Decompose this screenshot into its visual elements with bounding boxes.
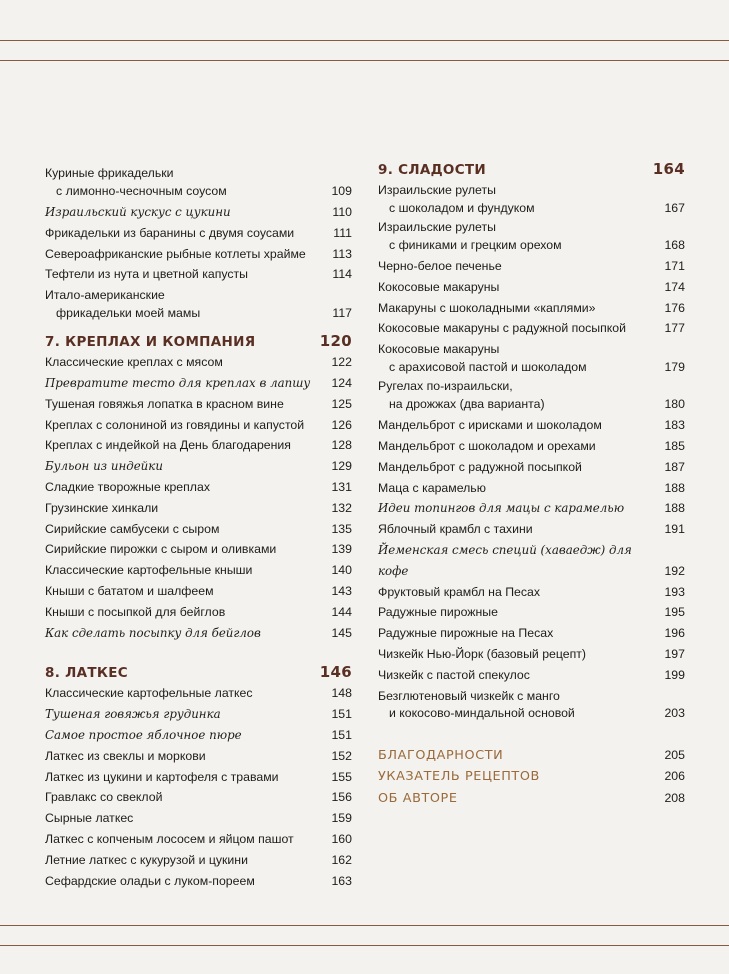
- toc-entry-title: [45, 683, 331, 704]
- toc-entry-line-1: Фрикадельки из баранины с двумя соусами: [45, 225, 295, 240]
- toc-entry-page: 159: [331, 811, 352, 826]
- toc-entry-page: 167: [664, 200, 685, 215]
- toc-entry-page: 111: [333, 225, 352, 240]
- toc-entry-page: 128: [331, 438, 352, 453]
- toc-entry-page: 110: [332, 205, 352, 219]
- toc-entry[interactable]: [45, 602, 352, 623]
- toc-entry-page: 187: [664, 459, 685, 474]
- toc-entry-line-1: Кокосовые макаруны: [378, 342, 500, 357]
- toc-entry-line-2: с арахисовой пастой и шоколадом: [389, 359, 587, 374]
- toc-entry-title: [378, 436, 664, 457]
- bottom-rule-1: [0, 925, 729, 926]
- toc-entry-title: [45, 704, 331, 725]
- back-matter-entry[interactable]: [378, 766, 685, 788]
- toc-entry-title: [378, 256, 664, 277]
- section-7-page: 120: [319, 332, 352, 351]
- toc-entry-page: 145: [331, 625, 352, 640]
- toc-entry-line-1: Ругелах по-израильски,: [378, 379, 513, 394]
- toc-entry[interactable]: [378, 623, 685, 644]
- toc-entry-page: 180: [664, 396, 685, 411]
- toc-entry-title: [378, 540, 664, 582]
- toc-entry-line-1: Израильские рулеты: [378, 183, 496, 197]
- toc-entry-title: [45, 287, 332, 322]
- toc-entry-title: [45, 581, 331, 602]
- toc-entry-line-1: Кныши с посыпкой для бейглов: [45, 604, 226, 619]
- toc-entry-line-1: Креплах с солониной из говядины и капустой: [45, 417, 305, 432]
- toc-entry-line-1: Латкес с копченым лососем и яйцом пашот: [45, 831, 294, 846]
- toc-entry-line-1: Тушеная говяжья лопатка в красном вине: [45, 396, 284, 411]
- toc-entry-page: 197: [664, 646, 685, 661]
- toc-entry-title: [378, 378, 664, 413]
- toc-entry-line-1: Радужные пирожные: [378, 605, 498, 620]
- toc-entry-line-1: Сирийские пирожки с сыром и оливками: [45, 542, 277, 557]
- toc-entry-line-1: Гравлакс со свеклой: [45, 790, 163, 805]
- toc-entry-page: 193: [664, 584, 685, 599]
- section-9-title: 9. СЛАДОСТИ: [378, 162, 487, 178]
- toc-entry-page: 122: [331, 355, 352, 370]
- toc-entry-line-1: Маца с карамелью: [378, 480, 486, 495]
- toc-entry-title: [45, 202, 332, 223]
- toc-entry-page: 203: [664, 706, 685, 721]
- toc-entry[interactable]: [45, 456, 352, 477]
- toc-entry-page: 171: [664, 259, 685, 273]
- toc-entry-line-1: Классические картофельные кныши: [45, 563, 253, 578]
- toc-entry-line-1: Итало-американские: [45, 288, 165, 303]
- toc-entry-line-1: Сырные латкес: [45, 811, 134, 826]
- toc-entry-title: [378, 219, 664, 254]
- toc-entry[interactable]: [45, 539, 352, 560]
- toc-entry-page: 151: [331, 707, 352, 722]
- toc-entry-title: [45, 519, 331, 540]
- toc-entry[interactable]: [45, 498, 352, 519]
- toc-entry[interactable]: [45, 850, 352, 871]
- toc-entry[interactable]: [45, 352, 352, 373]
- toc-entry-page: 151: [331, 727, 352, 742]
- toc-entry-title: [45, 623, 331, 644]
- toc-entry-page: 160: [331, 831, 352, 846]
- toc-entry-title: [45, 223, 333, 244]
- toc-entry-line-1: Самое простое яблочное пюре: [45, 727, 242, 742]
- toc-entry-page: 144: [331, 604, 352, 619]
- toc-entry-title: [378, 644, 664, 665]
- toc-entry-line-2: с шоколадом и фундуком: [389, 200, 535, 215]
- toc-entry[interactable]: [45, 287, 352, 322]
- toc-entry[interactable]: [378, 457, 685, 478]
- toc-entry-line-1: Грузинские хинкали: [45, 500, 159, 515]
- toc-entry-line-2: на дрожжах (два варианта): [389, 396, 545, 411]
- toc-entry-title: [45, 477, 331, 498]
- back-matter-label: БЛАГОДАРНОСТИ: [378, 747, 504, 763]
- toc-entry-line-1: Сефардские оладьи с луком-пореем: [45, 873, 255, 888]
- toc-entry[interactable]: [378, 688, 685, 723]
- toc-entry-page: 188: [664, 480, 685, 495]
- toc-entry-title: [378, 277, 664, 298]
- toc-entry-line-1: Как сделать посыпку для бейглов: [45, 625, 261, 640]
- toc-entry-title: [378, 298, 664, 319]
- toc-entry-line-2: с финиками и грецким орехом: [389, 237, 562, 252]
- section-7-heading[interactable]: [45, 332, 352, 350]
- toc-entry-line-1: Радужные пирожные на Песах: [378, 626, 554, 641]
- toc-entry-line-1: Креплах с индейкой на День благодарения: [45, 438, 291, 453]
- bottom-rule-2: [0, 945, 729, 946]
- toc-entry-line-1: Чизкейк с пастой спекулос: [378, 667, 530, 682]
- back-matter-label: УКАЗАТЕЛЬ РЕЦЕПТОВ: [378, 769, 540, 785]
- toc-entry[interactable]: [378, 182, 685, 217]
- toc-entry[interactable]: [45, 202, 352, 223]
- toc-entry-line-1: Кокосовые макаруны: [378, 279, 500, 294]
- toc-entry-line-1: Йеменская смесь специй (хаваедж) для кофе: [378, 542, 632, 578]
- toc-entry-line-1: Североафриканские рыбные котлеты храйме: [45, 246, 306, 261]
- toc-entry-page: 188: [664, 501, 685, 516]
- toc-entry[interactable]: [378, 665, 685, 686]
- toc-entry-page: 179: [664, 359, 685, 374]
- toc-entry-title: [378, 688, 664, 723]
- toc-entry-title: [378, 665, 664, 686]
- toc-entry-title: [378, 318, 664, 339]
- toc-entry-title: [45, 415, 331, 436]
- right-column: [378, 160, 685, 810]
- toc-entry-title: [45, 560, 331, 581]
- section-8-title: 8. ЛАТКЕС: [45, 665, 128, 682]
- toc-entry-line-1: Сладкие творожные креплах: [45, 479, 210, 494]
- toc-entry-page: 196: [664, 626, 685, 641]
- toc-entry-title: [378, 498, 664, 519]
- toc-entry-page: 191: [664, 522, 685, 537]
- toc-entry-title: [45, 829, 331, 850]
- toc-entry[interactable]: [45, 223, 352, 244]
- toc-entry-title: [45, 435, 331, 456]
- toc-entry-page: 135: [331, 521, 352, 536]
- toc-entry-title: [378, 602, 664, 623]
- toc-entry[interactable]: [378, 602, 685, 623]
- toc-entry-line-1: Сирийские самбусеки с сыром: [45, 521, 220, 536]
- toc-entry-page: 162: [331, 852, 352, 867]
- toc-entry[interactable]: [45, 435, 352, 456]
- toc-entry-line-1: Израильский кускус с цукини: [45, 205, 231, 219]
- left-top-entries: [45, 165, 352, 322]
- toc-entry-line-1: Классические креплах с мясом: [45, 355, 223, 370]
- toc-entry-line-1: Тефтели из нута и цветной капусты: [45, 267, 248, 282]
- toc-entry-page: 126: [331, 417, 352, 432]
- toc-entry-page: 124: [331, 375, 352, 390]
- toc-entry-page: 139: [331, 542, 352, 557]
- toc-entry-title: [45, 498, 331, 519]
- back-matter-entry[interactable]: [378, 788, 685, 810]
- toc-entry-title: [45, 746, 331, 767]
- toc-entry-title: [45, 808, 331, 829]
- back-matter-page: 205: [664, 747, 685, 762]
- section-7-entries: [45, 352, 352, 643]
- toc-entry[interactable]: [45, 683, 352, 704]
- toc-entry-title: [45, 165, 331, 200]
- toc-entry[interactable]: [378, 318, 685, 339]
- toc-entry-title: [378, 478, 664, 499]
- toc-entry-line-1: Чизкейк Нью-Йорк (базовый рецепт): [378, 646, 587, 661]
- toc-entry[interactable]: [45, 415, 352, 436]
- section-7-title: 7. КРЕПЛАХ И КОМПАНИЯ: [45, 334, 256, 351]
- toc-entry-line-1: Черно-белое печенье: [378, 259, 502, 273]
- toc-entry-title: [378, 623, 664, 644]
- toc-entry[interactable]: [45, 560, 352, 581]
- toc-entry-line-1: Тушеная говяжья грудинка: [45, 707, 221, 722]
- toc-entry[interactable]: [45, 264, 352, 285]
- toc-entry[interactable]: [378, 478, 685, 499]
- toc-entry-title: [45, 871, 331, 892]
- toc-entry-line-1: Безглютеновый чизкейк с манго: [378, 688, 560, 703]
- top-rule-1: [0, 40, 729, 41]
- toc-entry[interactable]: [378, 436, 685, 457]
- toc-entry-line-1: Летние латкес с кукурузой и цукини: [45, 852, 248, 867]
- toc-entry-page: 174: [664, 279, 685, 294]
- toc-entry-page: 152: [331, 748, 352, 763]
- toc-entry-title: [45, 244, 332, 265]
- toc-entry-page: 143: [331, 583, 352, 598]
- toc-entry[interactable]: [45, 871, 352, 892]
- toc-entry-line-1: Макаруны с шоколадными «каплями»: [378, 300, 596, 315]
- toc-entry-title: [45, 394, 331, 415]
- toc-entry-title: [45, 539, 331, 560]
- section-8-page: 146: [319, 663, 352, 682]
- toc-entry-line-1: Превратите тесто для креплах в лапшу: [45, 375, 311, 390]
- toc-entry-page: 109: [331, 183, 352, 198]
- toc-entry-line-2: и кокосово-миндальной основой: [389, 706, 575, 721]
- toc-entry[interactable]: [45, 767, 352, 788]
- toc-entry-title: [378, 457, 664, 478]
- toc-entry-title: [45, 725, 331, 746]
- back-matter-label: ОБ АВТОРЕ: [378, 791, 458, 807]
- toc-entry[interactable]: [378, 256, 685, 277]
- toc-entry[interactable]: [45, 581, 352, 602]
- toc-entry-title: [378, 415, 664, 436]
- toc-entry-page: 131: [331, 479, 352, 494]
- toc-entry-page: 132: [331, 500, 352, 515]
- toc-entry-page: 148: [331, 686, 352, 701]
- toc-entry[interactable]: [378, 498, 685, 519]
- toc-entry-line-1: Мандельброт с радужной посыпкой: [378, 459, 582, 474]
- toc-entry-page: 117: [332, 305, 352, 320]
- toc-entry-line-2: с лимонно-чесночным соусом: [56, 183, 227, 198]
- toc-entry-page: 176: [664, 300, 685, 315]
- toc-entry-title: [45, 373, 331, 394]
- toc-entry-line-1: Израильские рулеты: [378, 220, 496, 234]
- toc-entry[interactable]: [378, 277, 685, 298]
- toc-entry[interactable]: [378, 341, 685, 376]
- toc-entry-line-1: Латкес из свеклы и моркови: [45, 748, 206, 763]
- toc-entry-page: 177: [664, 321, 685, 336]
- toc-entry-page: 125: [331, 396, 352, 411]
- toc-entry-title: [45, 456, 331, 477]
- toc-entry-title: [45, 767, 331, 788]
- toc-entry[interactable]: [45, 394, 352, 415]
- toc-entry[interactable]: [45, 623, 352, 644]
- toc-entry[interactable]: [378, 644, 685, 665]
- toc-entry-page: 183: [664, 418, 685, 433]
- toc-entry-title: [378, 341, 664, 376]
- toc-entry-page: 199: [664, 667, 685, 682]
- toc-entry[interactable]: [45, 787, 352, 808]
- left-column: [45, 163, 352, 891]
- toc-entry-title: [45, 850, 331, 871]
- toc-entry[interactable]: [378, 378, 685, 413]
- top-rule-2: [0, 60, 729, 61]
- toc-entry-title: [378, 182, 664, 217]
- toc-entry-page: 195: [664, 605, 685, 620]
- toc-entry[interactable]: [45, 519, 352, 540]
- toc-entry-title: [45, 264, 332, 285]
- toc-entry[interactable]: [378, 540, 685, 582]
- section-9-heading[interactable]: [378, 160, 685, 178]
- toc-entry-line-1: Латкес из цукини и картофеля с травами: [45, 769, 279, 784]
- section-9-page: 164: [652, 160, 685, 178]
- toc-entry-line-1: Куриные фрикадельки: [45, 166, 174, 180]
- toc-entry[interactable]: [45, 725, 352, 746]
- section-9-entries: [378, 182, 685, 723]
- toc-entry-page: 163: [331, 873, 352, 888]
- back-matter-entry[interactable]: [378, 745, 685, 767]
- toc-entry-line-1: Идеи топингов для мацы с карамелью: [378, 501, 625, 516]
- toc-entry-line-1: Классические картофельные латкес: [45, 686, 253, 701]
- toc-entry[interactable]: [45, 165, 352, 200]
- back-matter-page: 208: [664, 791, 685, 806]
- toc-entry[interactable]: [45, 244, 352, 265]
- toc-entry-page: 155: [331, 769, 352, 784]
- toc-entry-title: [45, 787, 331, 808]
- toc-entry-page: 113: [332, 246, 352, 261]
- toc-entry-title: [45, 352, 331, 373]
- toc-entry[interactable]: [378, 298, 685, 319]
- toc-entry[interactable]: [45, 829, 352, 850]
- toc-entry-page: 185: [664, 438, 685, 453]
- back-matter-page: 206: [664, 769, 685, 784]
- toc-entry[interactable]: [45, 477, 352, 498]
- toc-entry-page: 140: [331, 563, 352, 578]
- toc-entry-line-1: Фруктовый крамбл на Песах: [378, 584, 541, 599]
- toc-entry[interactable]: [378, 219, 685, 254]
- section-8-entries: [45, 683, 352, 891]
- toc-entry[interactable]: [45, 704, 352, 725]
- toc-entry-title: [45, 602, 331, 623]
- toc-entry[interactable]: [378, 519, 685, 540]
- toc-entry-page: 129: [331, 459, 352, 474]
- toc-entry-page: 114: [332, 267, 352, 282]
- toc-entry[interactable]: [45, 373, 352, 394]
- toc-entry-page: 156: [331, 790, 352, 805]
- toc-entry[interactable]: [45, 808, 352, 829]
- section-8-heading[interactable]: [45, 663, 352, 681]
- toc-entry[interactable]: [378, 582, 685, 603]
- toc-entry-page: 168: [664, 237, 685, 252]
- toc-entry-line-1: Яблочный крамбл с тахини: [378, 522, 533, 537]
- toc-entry-line-1: Кокосовые макаруны с радужной посыпкой: [378, 321, 627, 336]
- toc-entry-title: [378, 582, 664, 603]
- toc-entry-line-1: Бульон из индейки: [45, 459, 163, 474]
- toc-entry-title: [378, 519, 664, 540]
- toc-entry[interactable]: [378, 415, 685, 436]
- toc-entry-line-1: Мандельброт с шоколадом и орехами: [378, 438, 596, 453]
- toc-entry-page: 192: [664, 563, 685, 578]
- toc-entry[interactable]: [45, 746, 352, 767]
- toc-entry-line-1: Кныши с бататом и шалфеем: [45, 583, 214, 598]
- toc-entry-line-1: Мандельброт с ирисками и шоколадом: [378, 418, 602, 433]
- toc-entry-line-2: фрикадельки моей мамы: [56, 305, 201, 320]
- back-matter: [378, 745, 685, 810]
